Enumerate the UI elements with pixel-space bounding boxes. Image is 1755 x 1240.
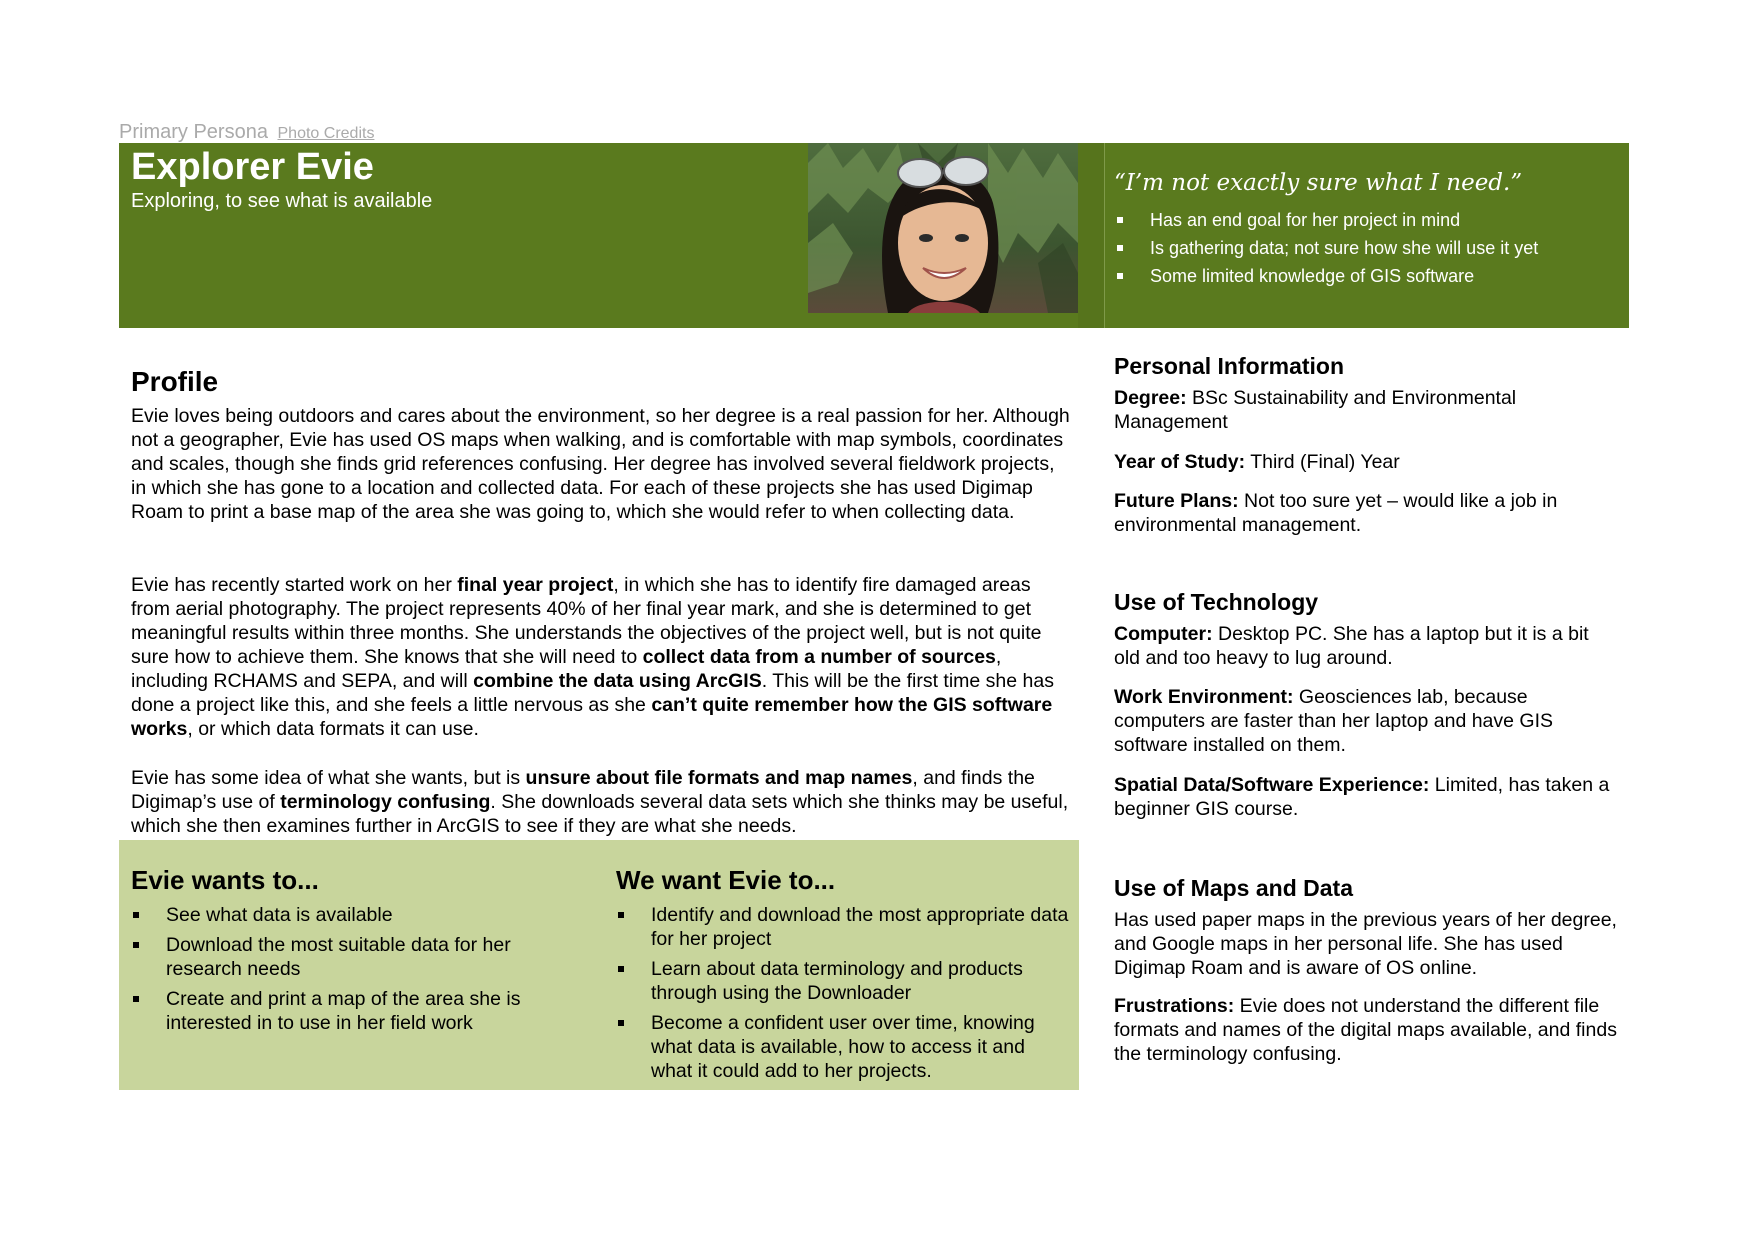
spatial-experience-info: Spatial Data/Software Experience: Limited, has taken a beginner GIS course.: [1114, 774, 1610, 820]
degree-info: Degree: BSc Sustainability and Environmental Management: [1114, 387, 1517, 433]
persona-quote: “I’m not exactly sure what I need.”: [1114, 170, 1523, 196]
persona-type-label: Primary Persona: [119, 121, 268, 143]
woman-portrait-icon: [808, 143, 1078, 313]
we-want-heading: We want Evie to...: [616, 865, 836, 895]
evie-wants-list: [131, 903, 571, 1041]
profile-paragraph-2: Evie has recently started work on her final year project, in which she has to identify fire damaged areas from aerial photography. The project represents 40% of her final year mark, and she is determined to get meaningful results within three months. She understands the objectives of the project well, but is not quite sure how to achieve them. She knows that she will need to collect data from a number of sources, including RCHAMS and SEPA, and will combine the data using ArcGIS. This will be the first time she has done a project like this, and she feels a little nervous as she can’t quite remember how the GIS software works, or which data formats it can use.: [131, 574, 1054, 740]
frustrations-info: Frustrations: Evie does not understand the different file formats and names of the digital maps available, and finds the terminology confusing.: [1114, 995, 1617, 1065]
profile-heading: Profile: [131, 366, 219, 397]
maps-data-heading: Use of Maps and Data: [1114, 875, 1353, 901]
header-banner-divider: [1078, 143, 1104, 328]
emphasis-text: combine the data using ArcGIS: [473, 670, 762, 692]
computer-info: Computer: Desktop PC. She has a laptop but it is a bit old and too heavy to lug around.: [1114, 623, 1589, 669]
list-item: Learn about data terminology and products through using the Downloader: [616, 957, 1071, 1005]
future-plans-info: Future Plans: Not too sure yet – would like a job in environmental management.: [1114, 490, 1558, 536]
list-item: Create and print a map of the area she is interested in to use in her field work: [131, 987, 571, 1035]
emphasis-text: can’t quite remember how the GIS software works: [131, 694, 1053, 740]
list-item: See what data is available: [131, 903, 571, 927]
emphasis-text: terminology confusing: [280, 791, 491, 813]
year-of-study-info: Year of Study: Third (Final) Year: [1114, 451, 1400, 473]
list-item: Some limited knowledge of GIS software: [1114, 266, 1614, 287]
profile-paragraph-3: Evie has some idea of what she wants, but is unsure about file formats and map names, and finds the Digimap’s use of terminology confusing. She downloads several data sets which she thinks may be useful, which she then examines further in ArcGIS to see if they are what she needs.: [131, 767, 1069, 837]
persona-traits-list: [1114, 210, 1614, 294]
evie-wants-heading: Evie wants to...: [131, 865, 319, 895]
we-want-list: [616, 903, 1071, 1089]
emphasis-text: collect data from a number of sources: [642, 646, 996, 668]
emphasis-text: final year project: [457, 574, 614, 596]
list-item: Download the most suitable data for her research needs: [131, 933, 571, 981]
persona-photo: [808, 143, 1078, 313]
list-item: Identify and download the most appropriate data for her project: [616, 903, 1071, 951]
list-item: Is gathering data; not sure how she will use it yet: [1114, 238, 1614, 259]
work-environment-info: Work Environment: Geosciences lab, because computers are faster than her laptop and have GIS software installed on them.: [1114, 686, 1554, 756]
list-item: Has an end goal for her project in mind: [1114, 210, 1614, 231]
profile-paragraph-1: Evie loves being outdoors and cares about the environment, so her degree is a real passion for her. Although not a geographer, Evie has used OS maps when walking, and is comfortable with map symbols, coordinates and scales, though she finds grid references confusing. Her degree has involved several fieldwork projects, in which she has gone to a location and collected data. For each of these projects she has used Digimap Roam to print a base map of the area she was going to, which she would refer to when collecting data.: [131, 405, 1070, 523]
persona-name: Explorer Evie: [131, 146, 374, 188]
personal-info-heading: Personal Information: [1114, 353, 1345, 379]
persona-tagline: Exploring, to see what is available: [131, 190, 433, 212]
emphasis-text: unsure about file formats and map names: [525, 767, 913, 789]
list-item: Become a confident user over time, knowing what data is available, how to access it and what it could add to her projects.: [616, 1011, 1071, 1083]
technology-heading: Use of Technology: [1114, 589, 1319, 615]
maps-usage-info: Has used paper maps in the previous years of her degree, and Google maps in her personal life. She has used Digimap Roam and is aware of OS online.: [1114, 909, 1617, 979]
photo-credits-link[interactable]: Photo Credits: [277, 125, 375, 142]
